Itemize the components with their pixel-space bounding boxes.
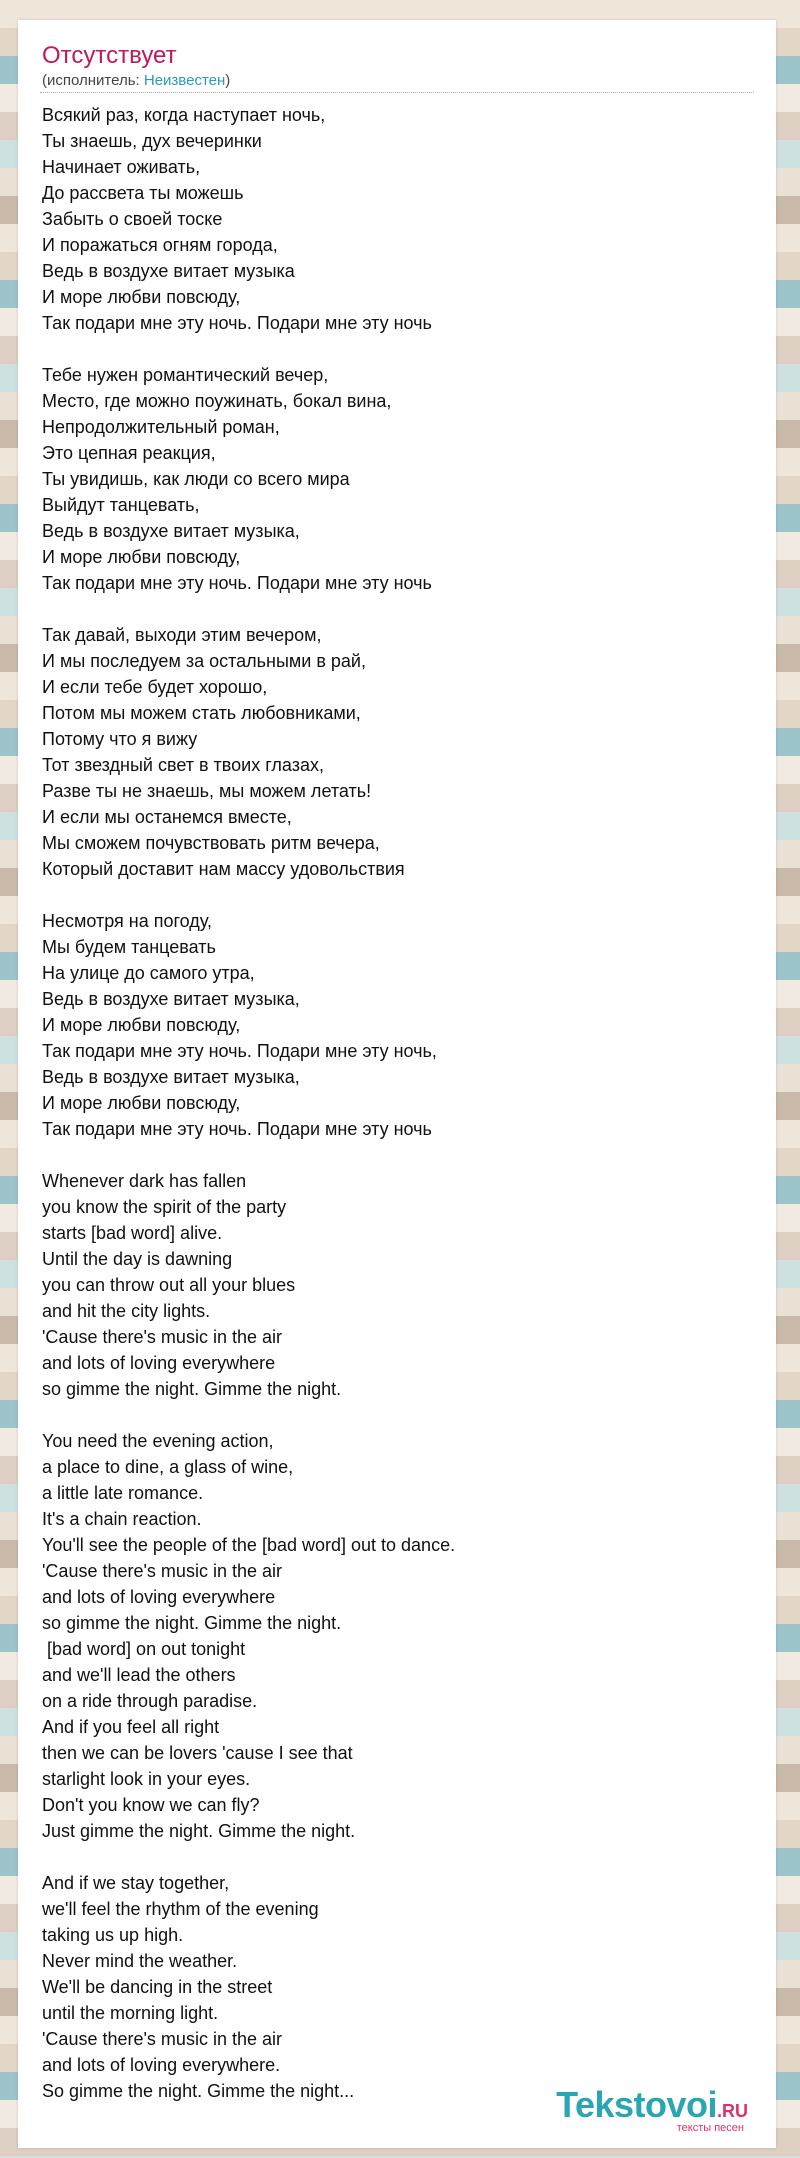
lyrics-line: Ведь в воздухе витает музыка, <box>42 521 300 541</box>
lyrics-line: И море любви повсюду, <box>42 287 241 307</box>
lyrics-stanza <box>42 622 742 882</box>
lyrics-line: Так подари мне эту ночь. Подари мне эту ночь, <box>42 1041 437 1061</box>
lyrics-line: И мы последуем за остальными в рай, <box>42 651 366 671</box>
lyrics-body <box>42 102 742 2104</box>
lyrics-line: Так подари мне эту ночь. Подари мне эту ночь <box>42 1119 432 1139</box>
lyrics-line: Ведь в воздухе витает музыка, <box>42 989 300 1009</box>
lyrics-stanza <box>42 908 742 1142</box>
artist-line <box>42 72 230 89</box>
lyrics-line: and we'll lead the others <box>42 1665 236 1685</box>
lyrics-line: Until the day is dawning <box>42 1249 233 1269</box>
artist-suffix: ) <box>225 72 231 89</box>
lyrics-line: Потом мы можем стать любовниками, <box>42 703 361 723</box>
lyrics-line: Just gimme the night. Gimme the night. <box>42 1821 356 1841</box>
lyrics-line: then we can be lovers 'cause I see that <box>42 1743 353 1763</box>
lyrics-stanza <box>42 1428 742 1844</box>
lyrics-line: you know the spirit of the party <box>42 1197 287 1217</box>
lyrics-line: taking us up high. <box>42 1925 184 1945</box>
lyrics-line: Разве ты не знаешь, мы можем летать! <box>42 781 372 801</box>
lyrics-line: and lots of loving everywhere. <box>42 2055 281 2075</box>
artist-link[interactable]: Неизвестен <box>143 72 226 89</box>
lyrics-line: Который доставит нам массу удовольствия <box>42 859 405 879</box>
lyrics-line: And if you feel all right <box>42 1717 220 1737</box>
lyrics-line: Ведь в воздухе витает музыка, <box>42 1067 300 1087</box>
lyrics-line: and lots of loving everywhere <box>42 1587 276 1607</box>
lyrics-line: Место, где можно поужинать, бокал вина, <box>42 391 392 411</box>
lyrics-line: starts [bad word] alive. <box>42 1223 223 1243</box>
lyrics-line: So gimme the night. Gimme the night... <box>42 2081 355 2101</box>
lyrics-line: Несмотря на погоду, <box>42 911 212 931</box>
lyrics-line: a little late romance. <box>42 1483 204 1503</box>
lyrics-line: and hit the city lights. <box>42 1301 211 1321</box>
lyrics-stanza <box>42 1870 742 2104</box>
artist-prefix: (исполнитель: <box>42 72 144 89</box>
lyrics-line: so gimme the night. Gimme the night. <box>42 1613 342 1633</box>
lyrics-line: И если мы останемся вместе, <box>42 807 292 827</box>
logo-tld: .RU <box>717 2101 748 2121</box>
lyrics-line: Мы будем танцевать <box>42 937 216 957</box>
lyrics-line: we'll feel the rhythm of the evening <box>42 1899 319 1919</box>
lyrics-line: Тебе нужен романтический вечер, <box>42 365 329 385</box>
lyrics-line: Выйдут танцевать, <box>42 495 200 515</box>
lyrics-line: На улице до самого утра, <box>42 963 255 983</box>
lyrics-line: Тот звездный свет в твоих глазах, <box>42 755 324 775</box>
lyrics-line: Whenever dark has fallen <box>42 1171 247 1191</box>
lyrics-line: Так подари мне эту ночь. Подари мне эту ночь <box>42 573 432 593</box>
lyrics-line: И море любви повсюду, <box>42 1093 241 1113</box>
lyrics-line: you can throw out all your blues <box>42 1275 296 1295</box>
lyrics-line: Забыть о своей тоске <box>42 209 223 229</box>
lyrics-line: Never mind the weather. <box>42 1951 238 1971</box>
lyrics-line: Ты увидишь, как люди со всего мира <box>42 469 350 489</box>
lyrics-stanza <box>42 362 742 596</box>
lyrics-line: И море любви повсюду, <box>42 1015 241 1035</box>
lyrics-line: Всякий раз, когда наступает ночь, <box>42 105 326 125</box>
song-title: Отсутствует <box>42 42 177 69</box>
lyrics-line: on a ride through paradise. <box>42 1691 258 1711</box>
lyrics-line: [bad word] on out tonight <box>42 1639 246 1659</box>
site-logo[interactable] <box>556 2084 748 2134</box>
lyrics-line: You need the evening action, <box>42 1431 274 1451</box>
lyrics-line: and lots of loving everywhere <box>42 1353 276 1373</box>
lyrics-line: It's a chain reaction. <box>42 1509 202 1529</box>
lyrics-line: You'll see the people of the [bad word] out to dance. <box>42 1535 456 1555</box>
lyrics-line: Мы сможем почувствовать ритм вечера, <box>42 833 380 853</box>
lyrics-line: so gimme the night. Gimme the night. <box>42 1379 342 1399</box>
lyrics-line: Это цепная реакция, <box>42 443 216 463</box>
lyrics-line: Don't you know we can fly? <box>42 1795 260 1815</box>
lyrics-line: И поражаться огням города, <box>42 235 278 255</box>
lyrics-line: a place to dine, a glass of wine, <box>42 1457 294 1477</box>
lyrics-line: Начинает оживать, <box>42 157 201 177</box>
lyrics-line: And if we stay together, <box>42 1873 230 1893</box>
lyrics-line: We'll be dancing in the street <box>42 1977 273 1997</box>
lyrics-line: Потому что я вижу <box>42 729 198 749</box>
lyrics-card <box>18 20 776 2148</box>
lyrics-line: И если тебе будет хорошо, <box>42 677 268 697</box>
lyrics-stanza <box>42 1168 742 1402</box>
lyrics-line: until the morning light. <box>42 2003 219 2023</box>
lyrics-line: И море любви повсюду, <box>42 547 241 567</box>
logo-name: Tekstovoi <box>556 2084 717 2125</box>
lyrics-line: Ведь в воздухе витает музыка <box>42 261 295 281</box>
title-divider <box>40 92 754 93</box>
lyrics-line: До рассвета ты можешь <box>42 183 244 203</box>
lyrics-stanza <box>42 102 742 336</box>
lyrics-line: 'Cause there's music in the air <box>42 1561 282 1581</box>
lyrics-line: starlight look in your eyes. <box>42 1769 251 1789</box>
lyrics-line: 'Cause there's music in the air <box>42 2029 282 2049</box>
lyrics-line: Так давай, выходи этим вечером, <box>42 625 322 645</box>
lyrics-line: Так подари мне эту ночь. Подари мне эту ночь <box>42 313 432 333</box>
lyrics-line: Ты знаешь, дух вечеринки <box>42 131 262 151</box>
logo-tagline: тексты песен <box>676 2122 744 2134</box>
lyrics-line: 'Cause there's music in the air <box>42 1327 282 1347</box>
lyrics-line: Непродолжительный роман, <box>42 417 280 437</box>
